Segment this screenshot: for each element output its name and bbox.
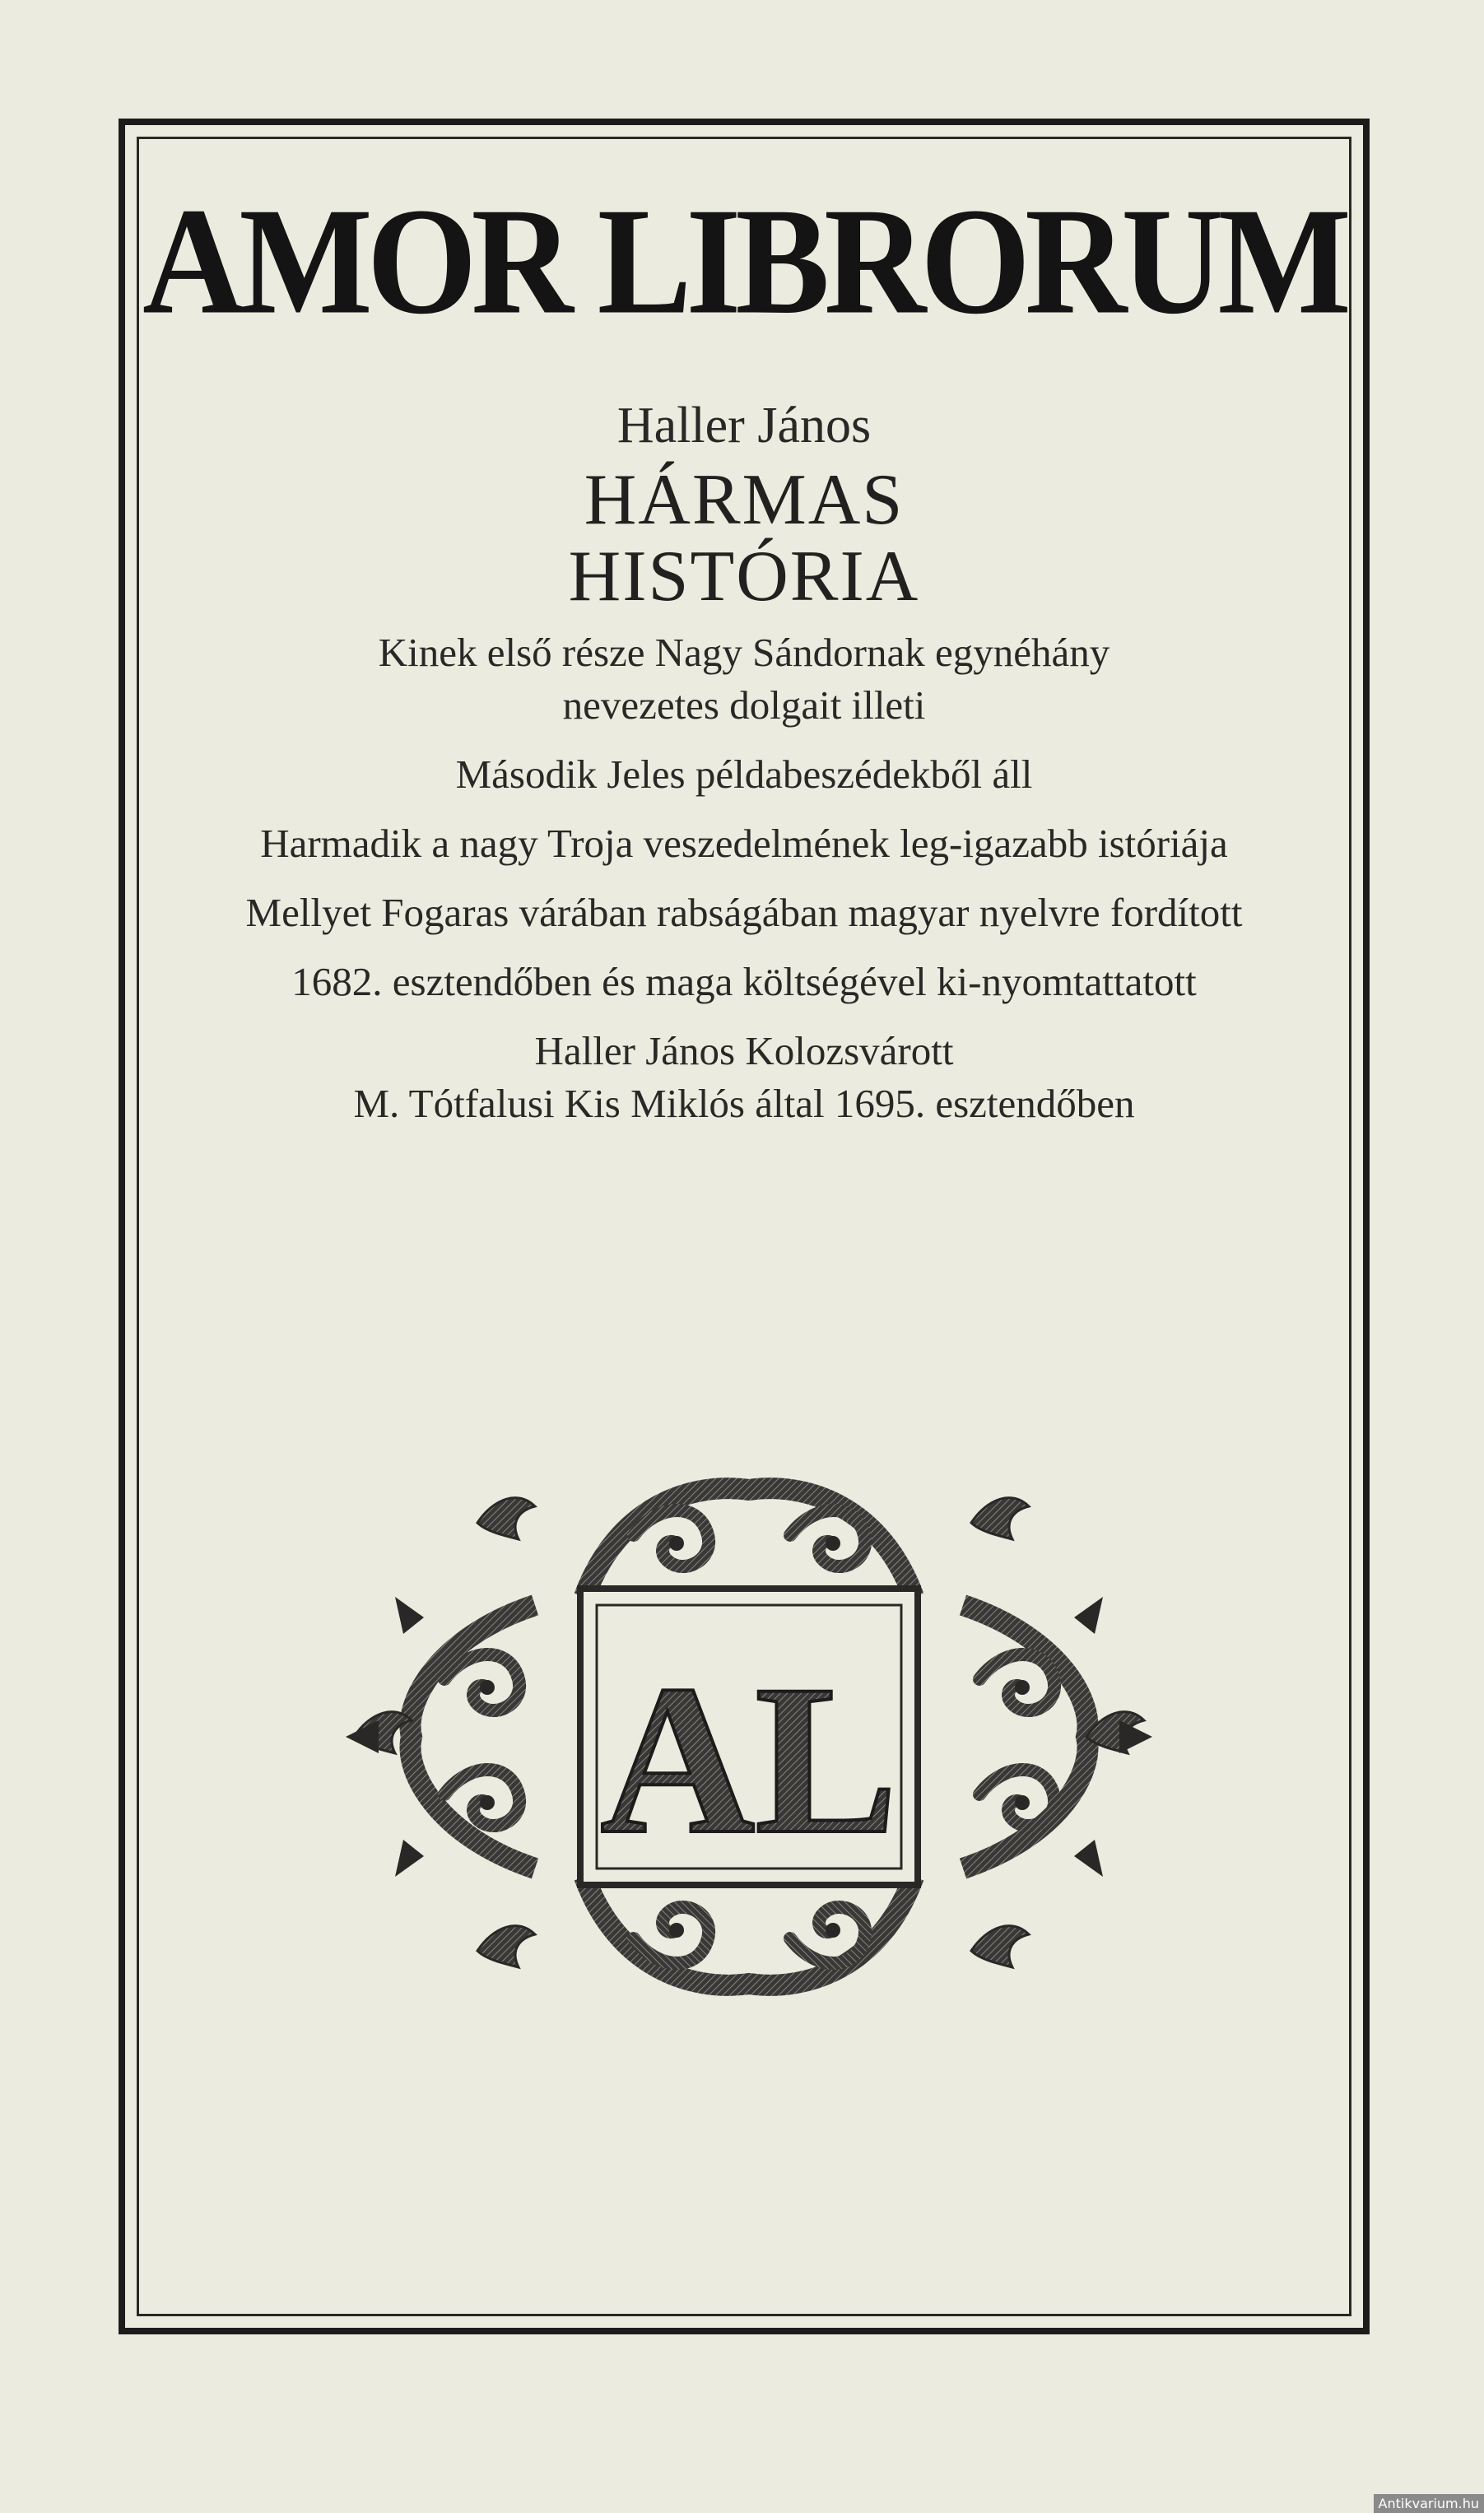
description-line-2: nevezetes dolgait illeti [562, 682, 926, 728]
description-line-1: Kinek első része Nagy Sándornak egynéhány [378, 630, 1110, 676]
author-name: Haller János [616, 398, 872, 454]
description-line-6: 1682. esztendőben és maga költségével ki-nyomtattatott [291, 959, 1197, 1005]
book-title-line-2: HISTÓRIA [568, 536, 920, 617]
ornamental-frame-icon [346, 1457, 1152, 2017]
emblem-monogram: AL [600, 1641, 898, 1878]
description-line-7: Haller János Kolozsvárott [534, 1028, 954, 1074]
description-line-4: Harmadik a nagy Troja veszedelmének leg-igazabb istóriája [260, 821, 1228, 867]
title-page-text [137, 395, 1351, 1130]
description-line-8: M. Tótfalusi Kis Miklós által 1695. esztendőben [353, 1081, 1135, 1127]
description-line-3: Második Jeles példabeszédekből áll [455, 752, 1033, 798]
watermark: Antikvarium.hu [1374, 2494, 1484, 2513]
description-line-5: Mellyet Fogaras várában rabságában magyar nyelvre fordított [245, 890, 1243, 936]
book-title [137, 460, 1351, 617]
book-title-line-1: HÁRMAS [584, 460, 905, 541]
series-title: AMOR LIBRORUM [142, 177, 1346, 347]
